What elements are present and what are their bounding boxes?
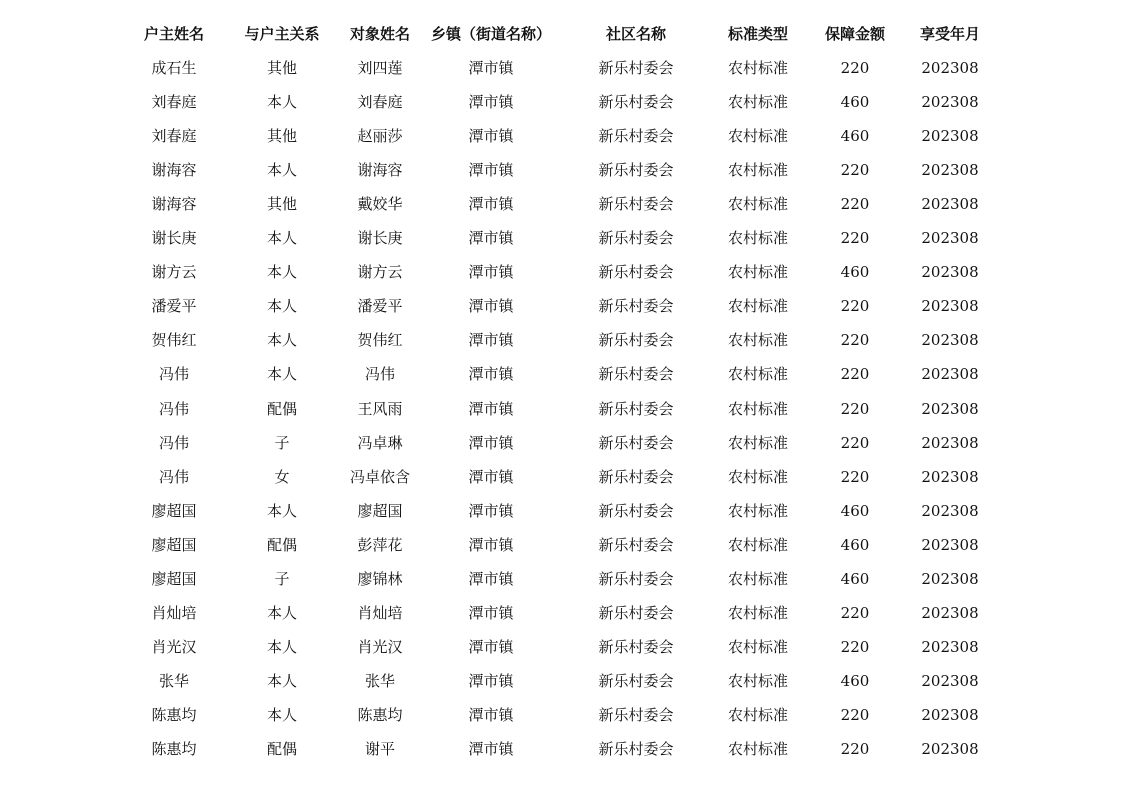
table-row [0,51,1122,85]
cell-recipient-name: 谢长庚 [357,229,403,248]
cell-community: 新乐村委会 [598,331,674,350]
cell-month: 202308 [921,637,979,656]
table-row [0,664,1122,698]
cell-standard-type: 农村标准 [727,740,788,758]
cell-householder-name: 陈惠均 [151,705,197,724]
cell-standard-type: 农村标准 [727,331,788,350]
table-row [0,426,1122,460]
cell-month: 202308 [921,331,979,350]
cell-community: 新乐村委会 [598,433,674,452]
cell-month: 202308 [921,297,979,316]
cell-relationship: 本人 [266,263,297,282]
cell-recipient-name: 王风雨 [357,399,403,418]
table-row [0,596,1122,630]
cell-standard-type: 农村标准 [727,263,788,282]
cell-amount: 220 [840,331,870,350]
cell-relationship: 配偶 [266,740,297,758]
table-row [0,153,1122,187]
cell-standard-type: 农村标准 [727,399,788,418]
cell-township: 潭市镇 [468,740,514,758]
table-row [0,357,1122,391]
cell-standard-type: 农村标准 [727,569,788,588]
cell-month: 202308 [921,535,979,554]
cell-relationship: 本人 [266,603,297,622]
cell-householder-name: 肖光汉 [151,637,197,656]
cell-recipient-name: 潘爱平 [357,297,403,316]
cell-relationship: 本人 [266,501,297,520]
cell-month: 202308 [921,399,979,418]
cell-relationship: 女 [274,467,290,486]
cell-relationship: 本人 [266,93,297,112]
header-standard-type: 标准类型 [727,25,788,43]
cell-recipient-name: 张华 [364,671,395,690]
cell-township: 潭市镇 [468,637,514,656]
cell-relationship: 本人 [266,671,297,690]
cell-community: 新乐村委会 [598,501,674,520]
cell-recipient-name: 刘春庭 [357,93,403,112]
header-recipient-name: 对象姓名 [349,25,410,43]
cell-month: 202308 [921,467,979,486]
cell-community: 新乐村委会 [598,603,674,622]
cell-township: 潭市镇 [468,467,514,486]
cell-community: 新乐村委会 [598,705,674,724]
cell-month: 202308 [921,365,979,384]
cell-month: 202308 [921,195,979,214]
cell-relationship: 本人 [266,637,297,656]
cell-amount: 460 [840,671,870,690]
table-row [0,392,1122,426]
cell-month: 202308 [921,93,979,112]
cell-amount: 460 [840,263,870,282]
table-row [0,323,1122,357]
table-header-row [0,17,1122,51]
cell-township: 潭市镇 [468,93,514,112]
cell-recipient-name: 冯伟 [364,365,395,384]
cell-householder-name: 冯伟 [158,467,189,486]
cell-relationship: 本人 [266,161,297,180]
cell-householder-name: 冯伟 [158,399,189,418]
cell-standard-type: 农村标准 [727,229,788,248]
table-row [0,528,1122,562]
table-row [0,255,1122,289]
cell-month: 202308 [921,433,979,452]
cell-township: 潭市镇 [468,297,514,316]
cell-township: 潭市镇 [468,433,514,452]
cell-community: 新乐村委会 [598,195,674,214]
cell-standard-type: 农村标准 [727,603,788,622]
cell-relationship: 本人 [266,297,297,316]
cell-relationship: 配偶 [266,535,297,554]
cell-householder-name: 贺伟红 [151,331,197,350]
cell-amount: 220 [840,297,870,316]
cell-community: 新乐村委会 [598,161,674,180]
cell-township: 潭市镇 [468,501,514,520]
cell-recipient-name: 谢方云 [357,263,403,282]
cell-householder-name: 刘春庭 [151,93,197,112]
cell-township: 潭市镇 [468,603,514,622]
cell-community: 新乐村委会 [598,569,674,588]
cell-township: 潭市镇 [468,263,514,282]
cell-recipient-name: 肖灿培 [357,603,403,622]
cell-community: 新乐村委会 [598,535,674,554]
cell-relationship: 配偶 [266,399,297,418]
table-row [0,732,1122,766]
cell-community: 新乐村委会 [598,365,674,384]
cell-standard-type: 农村标准 [727,297,788,316]
cell-community: 新乐村委会 [598,740,674,758]
cell-relationship: 本人 [266,365,297,384]
cell-recipient-name: 贺伟红 [357,331,403,350]
cell-month: 202308 [921,569,979,588]
cell-month: 202308 [921,705,979,724]
cell-standard-type: 农村标准 [727,705,788,724]
cell-recipient-name: 陈惠均 [357,705,403,724]
cell-amount: 460 [840,127,870,146]
table-row [0,187,1122,221]
table-row [0,562,1122,596]
cell-community: 新乐村委会 [598,93,674,112]
cell-amount: 220 [840,229,870,248]
cell-householder-name: 张华 [158,671,189,690]
cell-community: 新乐村委会 [598,127,674,146]
cell-township: 潭市镇 [468,399,514,418]
cell-month: 202308 [921,501,979,520]
cell-householder-name: 廖超国 [151,535,197,554]
header-relationship: 与户主关系 [244,25,320,43]
cell-householder-name: 谢长庚 [151,229,197,248]
cell-month: 202308 [921,740,979,758]
cell-householder-name: 廖超国 [151,569,197,588]
cell-recipient-name: 冯卓琳 [357,433,403,452]
cell-relationship: 子 [274,569,290,588]
cell-amount: 220 [840,399,870,418]
cell-amount: 460 [840,569,870,588]
cell-township: 潭市镇 [468,705,514,724]
cell-standard-type: 农村标准 [727,127,788,146]
cell-standard-type: 农村标准 [727,59,788,77]
header-township: 乡镇（街道名称） [430,25,551,43]
cell-recipient-name: 廖超国 [357,501,403,520]
table-row [0,119,1122,153]
cell-standard-type: 农村标准 [727,365,788,384]
cell-relationship: 本人 [266,229,297,248]
cell-township: 潭市镇 [468,671,514,690]
cell-amount: 220 [840,433,870,452]
cell-township: 潭市镇 [468,161,514,180]
cell-standard-type: 农村标准 [727,501,788,520]
cell-community: 新乐村委会 [598,297,674,316]
cell-relationship: 其他 [266,195,297,214]
cell-amount: 220 [840,705,870,724]
table-row [0,460,1122,494]
cell-householder-name: 肖灿培 [151,603,197,622]
cell-recipient-name: 戴姣华 [357,195,403,214]
cell-recipient-name: 赵丽莎 [357,127,403,146]
table-row [0,494,1122,528]
cell-community: 新乐村委会 [598,671,674,690]
cell-recipient-name: 肖光汉 [357,637,403,656]
cell-amount: 460 [840,501,870,520]
cell-recipient-name: 谢海容 [357,161,403,180]
cell-amount: 460 [840,93,870,112]
header-householder-name: 户主姓名 [143,25,204,43]
cell-standard-type: 农村标准 [727,467,788,486]
cell-amount: 220 [840,195,870,214]
cell-amount: 220 [840,637,870,656]
cell-standard-type: 农村标准 [727,637,788,656]
cell-standard-type: 农村标准 [727,195,788,214]
cell-month: 202308 [921,127,979,146]
cell-amount: 460 [840,535,870,554]
cell-standard-type: 农村标准 [727,535,788,554]
cell-amount: 220 [840,740,870,758]
cell-amount: 220 [840,365,870,384]
cell-householder-name: 廖超国 [151,501,197,520]
cell-relationship: 本人 [266,705,297,724]
cell-community: 新乐村委会 [598,263,674,282]
cell-householder-name: 成石生 [151,59,197,77]
header-amount: 保障金额 [824,25,885,43]
table-row [0,630,1122,664]
header-month: 享受年月 [919,25,980,43]
cell-standard-type: 农村标准 [727,161,788,180]
cell-relationship: 本人 [266,331,297,350]
cell-township: 潭市镇 [468,195,514,214]
cell-householder-name: 冯伟 [158,365,189,384]
cell-township: 潭市镇 [468,59,514,77]
cell-township: 潭市镇 [468,229,514,248]
cell-relationship: 其他 [266,127,297,146]
cell-householder-name: 陈惠均 [151,740,197,758]
cell-month: 202308 [921,263,979,282]
cell-standard-type: 农村标准 [727,93,788,112]
cell-recipient-name: 廖锦林 [357,569,403,588]
cell-township: 潭市镇 [468,365,514,384]
cell-township: 潭市镇 [468,127,514,146]
cell-amount: 220 [840,161,870,180]
cell-standard-type: 农村标准 [727,433,788,452]
table-row [0,85,1122,119]
cell-relationship: 其他 [266,59,297,77]
cell-month: 202308 [921,229,979,248]
table-row [0,221,1122,255]
cell-amount: 220 [840,603,870,622]
cell-month: 202308 [921,59,979,77]
cell-householder-name: 谢方云 [151,263,197,282]
cell-amount: 220 [840,467,870,486]
cell-relationship: 子 [274,433,290,452]
cell-householder-name: 谢海容 [151,161,197,180]
cell-community: 新乐村委会 [598,637,674,656]
cell-householder-name: 潘爱平 [151,297,197,316]
cell-householder-name: 刘春庭 [151,127,197,146]
cell-householder-name: 谢海容 [151,195,197,214]
cell-recipient-name: 刘四莲 [357,59,403,77]
cell-amount: 220 [840,59,870,77]
cell-month: 202308 [921,671,979,690]
cell-community: 新乐村委会 [598,399,674,418]
cell-community: 新乐村委会 [598,59,674,77]
table-row [0,289,1122,323]
header-community: 社区名称 [605,25,666,43]
cell-householder-name: 冯伟 [158,433,189,452]
table-row [0,698,1122,732]
cell-recipient-name: 冯卓依含 [349,467,410,486]
cell-recipient-name: 谢平 [364,740,395,758]
cell-township: 潭市镇 [468,535,514,554]
cell-standard-type: 农村标准 [727,671,788,690]
cell-month: 202308 [921,603,979,622]
cell-township: 潭市镇 [468,331,514,350]
cell-recipient-name: 彭萍花 [357,535,403,554]
cell-month: 202308 [921,161,979,180]
cell-community: 新乐村委会 [598,229,674,248]
cell-township: 潭市镇 [468,569,514,588]
cell-community: 新乐村委会 [598,467,674,486]
